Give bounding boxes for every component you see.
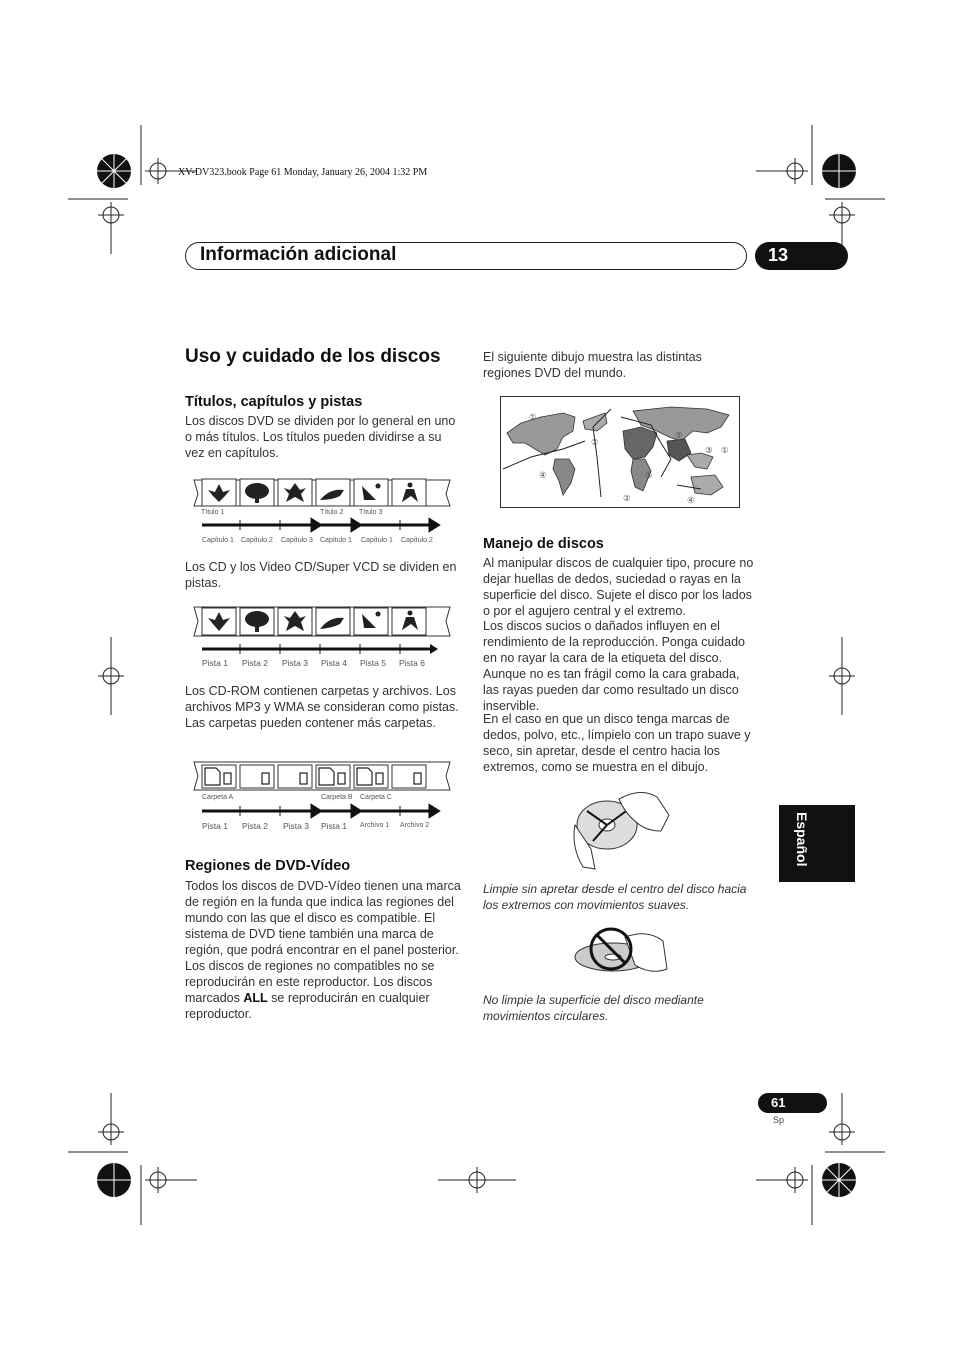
strip1-chapter: Capítulo 1 bbox=[361, 537, 393, 544]
strip1-chapter: Capítulo 2 bbox=[401, 537, 433, 544]
cdrom-folder-label: Carpeta A bbox=[202, 794, 234, 801]
cdrom-file-label: Archivo 1 bbox=[360, 822, 390, 829]
titles-heading: Títulos, capítulos y pistas bbox=[185, 394, 363, 410]
language-tab-label: Español bbox=[794, 812, 810, 867]
regions-heading: Regiones de DVD-Vídeo bbox=[185, 858, 351, 874]
cleaning-caption-1: Limpie sin apretar desde el centro del disco hacia los extremos con movimientos suaves. bbox=[483, 882, 747, 912]
cdrom-file-label: Pista 1 bbox=[202, 821, 228, 831]
handling-p1: Al manipular discos de cualquier tipo, procure no dejar huellas de dedos, suciedad o rayas en la superficie del disco. Sujete el disco por los lados o por el agujero central y el extremo. bbox=[483, 556, 754, 618]
region-mark: ② bbox=[623, 493, 631, 503]
region-mark: ③ bbox=[705, 445, 713, 455]
no-circular-cleaning-illustration bbox=[565, 925, 675, 985]
strip1-label: Título 1 bbox=[201, 509, 225, 516]
disc-cleaning-illustration bbox=[565, 785, 675, 870]
titles-text: Los discos DVD se dividen por lo general en uno o más títulos. Los títulos pueden dividirse a su vez en capítulos. bbox=[185, 414, 456, 460]
regions-text: Todos los discos de DVD-Vídeo tienen una marca de región en la funda que indica las regiones del mundo con las que el disco es compatible. El sistema de DVD tiene también una marca de región, que podrá encontrar en el panel posterior. Los discos de regiones no compatibles no se reproducirán en este reproductor. Los discos marcados ALL se reproducirán en cualquier reproductor. bbox=[185, 879, 461, 1021]
strip1-label: Título 2 bbox=[320, 509, 344, 516]
region-mark: ⑤ bbox=[645, 470, 653, 480]
strip1-chapter: Capítulo 2 bbox=[241, 537, 273, 544]
handling-p3: En el caso en que un disco tenga marcas de dedos, polvo, etc., límpielo con un trapo suave y seco, sin apretar, desde el centro hacia los extremos, como se muestra en el dibujo. bbox=[483, 712, 751, 774]
region-mark: ① bbox=[721, 445, 729, 455]
strip1-label: Título 3 bbox=[359, 509, 383, 516]
region-mark: ⑤ bbox=[675, 430, 683, 440]
track-label: Pista 6 bbox=[399, 658, 425, 668]
cdrom-file-label: Pista 3 bbox=[283, 821, 309, 831]
all-mark: ALL bbox=[243, 991, 268, 1005]
track-label: Pista 1 bbox=[202, 658, 228, 668]
strip1-arrows bbox=[200, 517, 442, 533]
region-mark: ④ bbox=[687, 495, 695, 505]
cdrom-file-label: Pista 2 bbox=[242, 821, 268, 831]
strip1-chapter: Capítulo 1 bbox=[320, 537, 352, 544]
cdrom-folder-label: Carpeta C bbox=[360, 794, 392, 801]
strip3-arrows bbox=[200, 803, 442, 819]
dvd-region-map bbox=[500, 396, 740, 508]
page-language: Sp bbox=[773, 1115, 785, 1125]
cdrom-text: Los CD-ROM contienen carpetas y archivos. Los archivos MP3 y WMA se consideran como pistas. Las carpetas pueden contener más carpetas. bbox=[185, 684, 459, 730]
strip1-chapter: Capítulo 3 bbox=[281, 537, 313, 544]
cleaning-caption-2: No limpie la superficie del disco mediante movimientos circulares. bbox=[483, 993, 704, 1023]
strip1-chapter: Capítulo 1 bbox=[202, 537, 234, 544]
cdrom-folder-label: Carpeta B bbox=[321, 794, 353, 801]
region-mark: ⑥ bbox=[675, 452, 683, 462]
page-badge bbox=[758, 1093, 827, 1113]
track-label: Pista 4 bbox=[321, 658, 347, 668]
page-title: Información adicional bbox=[200, 244, 397, 265]
cdrom-filmstrip bbox=[192, 761, 452, 793]
cdrom-file-label: Archivo 2 bbox=[400, 822, 430, 829]
cdrom-file-label: Pista 1 bbox=[321, 821, 347, 831]
titles-filmstrip bbox=[192, 476, 452, 510]
handling-heading: Manejo de discos bbox=[483, 536, 604, 552]
track-label: Pista 2 bbox=[242, 658, 268, 668]
track-label: Pista 5 bbox=[360, 658, 386, 668]
region-mark: ② bbox=[591, 437, 599, 447]
handling-p2: Los discos sucios o dañados influyen en el rendimiento de la reproducción. Ponga cuidado en no rayar la cara de la etiqueta del disco. Aunque no es tan frágil como la cara grabada, las rayas pueden dar como resultado un disco inservible. bbox=[483, 619, 745, 713]
tracks-filmstrip bbox=[192, 606, 452, 640]
region-mark: ④ bbox=[539, 470, 547, 480]
section-title: Uso y cuidado de los discos bbox=[185, 346, 441, 367]
book-info: XV-DV323.book Page 61 Monday, January 26, 2004 1:32 PM bbox=[178, 167, 428, 178]
region-mark: ① bbox=[529, 412, 537, 422]
page-number: 61 bbox=[771, 1095, 786, 1110]
tracks-text: Los CD y los Video CD/Super VCD se dividen en pistas. bbox=[185, 560, 457, 590]
chapter-number: 13 bbox=[768, 245, 789, 265]
track-label: Pista 3 bbox=[282, 658, 308, 668]
map-intro: El siguiente dibujo muestra las distintas regiones DVD del mundo. bbox=[483, 350, 702, 380]
strip2-arrow bbox=[200, 641, 442, 657]
